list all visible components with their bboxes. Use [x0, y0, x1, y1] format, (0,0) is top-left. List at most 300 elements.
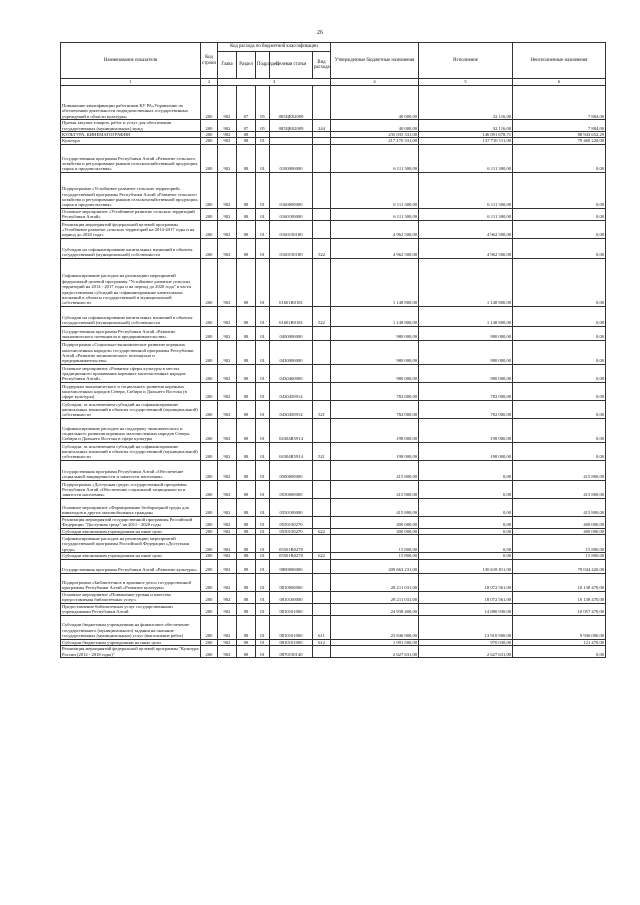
table-row	[61, 559, 606, 573]
row-chapter: 902	[218, 400, 237, 418]
row-line-code: 200	[201, 553, 218, 559]
row-name: Государственная программа Республики Алтай «Обеспечение социальной защищенности и занятости населения»	[61, 460, 201, 480]
table-row	[61, 516, 606, 528]
row-unexecuted: 0,00	[513, 306, 606, 326]
row-section: 08	[237, 132, 256, 138]
row-target-item: 0430400000	[270, 364, 313, 382]
row-unexecuted: 0,00	[513, 382, 606, 400]
header-expense-type: Вид расхода	[313, 52, 331, 79]
row-unexecuted: 7 884,00	[513, 120, 606, 132]
row-line-code: 200	[201, 340, 218, 364]
col-num-2: 2	[201, 79, 218, 86]
header-target-item: Целевая статья	[270, 52, 313, 79]
row-approved: 415 800,00	[331, 480, 419, 498]
row-section: 08	[237, 639, 256, 645]
row-name: Субсидии, за исключением субсидий на софинансирование капитальных вложений в объекты государственной (муниципальной) собственности	[61, 400, 201, 418]
row-line-code: 200	[201, 615, 218, 639]
row-name: Прочая закупка товаров, работ и услуг для обеспечения государственных (муниципальных) нужд	[61, 120, 201, 132]
row-executed: 146 091 678,71	[419, 132, 513, 138]
table-row	[61, 573, 606, 591]
table-row	[61, 326, 606, 340]
row-approved: 40 000,00	[331, 86, 419, 120]
row-chapter: 902	[218, 516, 237, 528]
row-section: 08	[237, 516, 256, 528]
table-row	[61, 442, 606, 460]
row-name: Подпрограмма «Доступная среда» государственной программы Республики Алтай «Обеспечение социальной защищенности и занятости населения»	[61, 480, 201, 498]
row-chapter: 902	[218, 639, 237, 645]
table-row	[61, 86, 606, 120]
row-approved: 23 846 900,00	[331, 615, 419, 639]
row-name: Основное мероприятие «Повышение уровня и качества предоставления библиотечных услуг»	[61, 591, 201, 603]
row-subsection: 01	[256, 144, 270, 172]
row-line-code: 200	[201, 646, 218, 658]
row-line-code: 200	[201, 535, 218, 553]
row-name: Культура	[61, 138, 201, 144]
row-executed: 6 111 300,00	[419, 144, 513, 172]
row-unexecuted: 415 800,00	[513, 480, 606, 498]
row-unexecuted: 400 000,00	[513, 516, 606, 528]
row-expense-type	[313, 480, 331, 498]
row-executed: 0,00	[419, 498, 513, 516]
row-subsection: 01	[256, 553, 270, 559]
row-expense-type	[313, 258, 331, 306]
table-row	[61, 460, 606, 480]
row-chapter: 902	[218, 460, 237, 480]
row-executed: 782 000,00	[419, 400, 513, 418]
row-chapter: 902	[218, 418, 237, 442]
row-unexecuted: 0,00	[513, 238, 606, 258]
row-executed: 6 111 300,00	[419, 208, 513, 220]
header-section: Раздел	[237, 52, 256, 79]
table-row	[61, 646, 606, 658]
row-expense-type	[313, 535, 331, 553]
row-section: 08	[237, 238, 256, 258]
row-section: 08	[237, 535, 256, 553]
row-approved: 28 211 031,00	[331, 591, 419, 603]
row-chapter: 902	[218, 535, 237, 553]
row-chapter: 902	[218, 340, 237, 364]
row-chapter: 902	[218, 132, 237, 138]
row-target-item: 04304R5914	[270, 442, 313, 460]
row-executed: 32 116,00	[419, 86, 513, 120]
row-subsection: 05	[256, 120, 270, 132]
row-subsection: 01	[256, 364, 270, 382]
row-unexecuted: 0,00	[513, 400, 606, 418]
row-executed: 970 030,00	[419, 639, 513, 645]
row-name: Поддержка экономического и социального развития коренных малочисленных народов Севера, Сибири и Дальнего Востока (в сфере культуры)	[61, 382, 201, 400]
row-line-code: 200	[201, 138, 218, 144]
table-row	[61, 615, 606, 639]
row-unexecuted: 15 800,00	[513, 553, 606, 559]
row-target-item: 085ЦК02009	[270, 86, 313, 120]
row-line-code: 200	[201, 528, 218, 534]
row-subsection: 01	[256, 646, 270, 658]
row-approved: 1 148 800,00	[331, 258, 419, 306]
row-chapter: 902	[218, 528, 237, 534]
table-row	[61, 498, 606, 516]
row-target-item: 0400000000	[270, 326, 313, 340]
row-name: Субсидии бюджетным учреждениям на иные цели	[61, 639, 201, 645]
row-line-code: 200	[201, 418, 218, 442]
row-target-item: 0810101000	[270, 615, 313, 639]
row-section: 08	[237, 306, 256, 326]
row-section: 08	[237, 364, 256, 382]
row-approved: 980 000,00	[331, 340, 419, 364]
row-expense-type: 522	[313, 306, 331, 326]
row-expense-type	[313, 591, 331, 603]
row-section: 08	[237, 603, 256, 615]
row-approved: 15 800,00	[331, 535, 419, 553]
row-chapter: 902	[218, 480, 237, 498]
row-chapter: 902	[218, 208, 237, 220]
row-name: Государственная программа Республики Алтай «Развитие культуры»	[61, 559, 201, 573]
row-approved: 782 000,00	[331, 382, 419, 400]
row-name: Субсидии на софинансирование капитальных вложений в объекты государственной (муниципальной) собственности	[61, 306, 201, 326]
row-executed: 2 627 631,00	[419, 646, 513, 658]
row-line-code: 200	[201, 400, 218, 418]
row-chapter: 902	[218, 238, 237, 258]
row-line-code: 200	[201, 132, 218, 138]
row-name: Основное мероприятие «Устойчивое развитие сельских территорий Республики Алтай»	[61, 208, 201, 220]
col-num-1: 1	[61, 79, 201, 86]
row-line-code: 200	[201, 258, 218, 306]
row-chapter: 902	[218, 172, 237, 208]
col-num-3: 3	[218, 79, 331, 86]
row-name: Подпрограмма «Устойчивое развитие сельских территорий» государственной программы Республики Алтай «Развитие сельского хозяйства и регулирование рынков сельскохозяйственной продукции, сырья и продовольствия»	[61, 172, 201, 208]
row-approved: 980 000,00	[331, 326, 419, 340]
col-num-6: 6	[513, 79, 606, 86]
row-name: Государственная программа Республики Алтай «Развитие сельского хозяйства и регулирование рынков сельскохозяйственной продукции, сырья и продовольствия»	[61, 144, 201, 172]
table-body	[61, 86, 606, 658]
col-num-4: 4	[331, 79, 419, 86]
row-chapter: 902	[218, 559, 237, 573]
row-executed: 980 000,00	[419, 364, 513, 382]
row-name: Основное мероприятие «Развитие сферы культуры в местах традиционного проживания коренных малочисленных народов Республики Алтай»	[61, 364, 201, 382]
row-name: Субсидии на софинансирование капитальных вложений в объекты государственной (муниципальной) собственности	[61, 238, 201, 258]
row-section: 08	[237, 573, 256, 591]
row-subsection: 01	[256, 516, 270, 528]
row-approved: 4 962 500,00	[331, 220, 419, 238]
row-line-code: 200	[201, 120, 218, 132]
row-approved: 4 962 500,00	[331, 238, 419, 258]
row-executed: 782 000,00	[419, 382, 513, 400]
row-section: 08	[237, 400, 256, 418]
row-target-item: 01601R0181	[270, 258, 313, 306]
row-approved: 15 800,00	[331, 553, 419, 559]
row-subsection: 01	[256, 326, 270, 340]
row-name: Подпрограмма «Социально-экономическое развитие коренных малочисленных народов» государственной программы Республики Алтай «Развитие экономического потенциала и предпринимательства»	[61, 340, 201, 364]
row-executed: 1 148 800,00	[419, 306, 513, 326]
row-name: Софинансирование расходов на реализацию мероприятий федеральной целевой программы "Устойчивое развитие сельских территорий на 2014 - 2017 годы и на период до 2020 года" в части предоставления субсидий на софинансирование капитальных вложений в объекты государственной и муниципальной собственности	[61, 258, 201, 306]
row-expense-type: 611	[313, 615, 331, 639]
row-name: Повышение квалификации работников КУ РА«Управление по обеспечению деятельности подведомственных государственных учреждений в области культуры»	[61, 86, 201, 120]
row-unexecuted: 88 943 652,29	[513, 132, 606, 138]
row-line-code: 200	[201, 238, 218, 258]
column-number-row	[61, 79, 606, 86]
row-name: Предоставление библиотечных услуг государственными учреждениями Республики Алтай	[61, 603, 201, 615]
row-expense-type	[313, 646, 331, 658]
row-executed: 137 710 111,00	[419, 138, 513, 144]
row-executed: 0,00	[419, 480, 513, 498]
row-chapter: 902	[218, 144, 237, 172]
row-unexecuted: 0,00	[513, 418, 606, 442]
row-subsection: 01	[256, 603, 270, 615]
row-approved: 6 111 300,00	[331, 144, 419, 172]
row-chapter: 902	[218, 498, 237, 516]
row-subsection: 01	[256, 340, 270, 364]
row-section: 08	[237, 646, 256, 658]
row-approved: 1 148 800,00	[331, 306, 419, 326]
row-target-item: 0500000000	[270, 460, 313, 480]
header-subsection: Подраздел	[256, 52, 270, 79]
row-subsection: 01	[256, 138, 270, 144]
table-row	[61, 172, 606, 208]
row-target-item: 085ЦК02009	[270, 120, 313, 132]
table-row	[61, 480, 606, 498]
header-executed: Исполнение	[419, 43, 513, 79]
row-subsection: 01	[256, 528, 270, 534]
row-line-code: 200	[201, 208, 218, 220]
row-subsection: 01	[256, 172, 270, 208]
row-chapter: 902	[218, 120, 237, 132]
row-section: 08	[237, 220, 256, 238]
row-target-item: 0810101000	[270, 639, 313, 645]
row-expense-type	[313, 364, 331, 382]
row-approved: 40 000,00	[331, 120, 419, 132]
row-chapter: 902	[218, 306, 237, 326]
row-name: Софинансирование расходов на поддержку экономического и социального развития коренных малочисленных народов Севера, Сибири и Дальнего Востока в сфере культуры	[61, 418, 201, 442]
row-unexecuted: 79 460 220,00	[513, 138, 606, 144]
row-executed: 130 618 811,00	[419, 559, 513, 573]
row-unexecuted: 9 936 000,00	[513, 615, 606, 639]
row-chapter: 902	[218, 553, 237, 559]
row-approved: 6 111 300,00	[331, 208, 419, 220]
header-name: Наименование показателя	[61, 43, 201, 79]
row-subsection: 01	[256, 559, 270, 573]
row-target-item: 0100000000	[270, 144, 313, 172]
row-expense-type	[313, 516, 331, 528]
row-executed: 4 962 500,00	[419, 238, 513, 258]
row-subsection: 01	[256, 238, 270, 258]
row-section: 08	[237, 591, 256, 603]
row-approved: 198 000,00	[331, 442, 419, 460]
row-name: Софинансирование расходов на реализацию мероприятий государственной программы Российской Федерации «Доступная среда»	[61, 535, 201, 553]
row-line-code: 200	[201, 364, 218, 382]
row-section: 08	[237, 418, 256, 442]
row-chapter: 902	[218, 646, 237, 658]
row-name: Государственная программа Республики Алтай «Развитие экономического потенциала и предпринимательства»	[61, 326, 201, 340]
row-name: Субсидии, за исключением субсидий на софинансирование капитальных вложений в объекты государственной (муниципальной) собственности	[61, 442, 201, 460]
row-subsection: 01	[256, 400, 270, 418]
row-target-item: 0550000000	[270, 480, 313, 498]
budget-execution-table	[60, 42, 606, 658]
row-line-code: 200	[201, 326, 218, 340]
col-num-5: 5	[419, 79, 513, 86]
row-subsection: 01	[256, 498, 270, 516]
row-name: Субсидии автономным учреждениям на иные цели	[61, 553, 201, 559]
row-approved: 24 938 400,00	[331, 603, 419, 615]
row-section: 08	[237, 615, 256, 639]
row-chapter: 902	[218, 326, 237, 340]
row-name: Реализация мероприятий государственной программы Российской Федерации "Доступная среда" на 2011 - 2020 годы	[61, 516, 201, 528]
row-expense-type	[313, 559, 331, 573]
table-row	[61, 418, 606, 442]
table-row	[61, 144, 606, 172]
row-unexecuted: 7 884,00	[513, 86, 606, 120]
table-row	[61, 258, 606, 306]
row-chapter: 902	[218, 138, 237, 144]
row-chapter: 902	[218, 220, 237, 238]
row-subsection: 01	[256, 418, 270, 442]
row-executed: 32 116,00	[419, 120, 513, 132]
row-expense-type	[313, 220, 331, 238]
header-unexecuted: Неисполненные назначения	[513, 43, 606, 79]
header-line-code: Код строки	[201, 43, 218, 79]
row-unexecuted: 0,00	[513, 646, 606, 658]
row-executed: 18 072 561,00	[419, 573, 513, 591]
row-expense-type	[313, 86, 331, 120]
row-section: 08	[237, 460, 256, 480]
row-approved: 1 091 500,00	[331, 639, 419, 645]
table-row	[61, 306, 606, 326]
row-expense-type: 521	[313, 442, 331, 460]
row-expense-type: 612	[313, 639, 331, 645]
row-target-item: 0550100000	[270, 498, 313, 516]
row-section: 08	[237, 528, 256, 534]
row-subsection: 01	[256, 480, 270, 498]
row-executed: 6 111 300,00	[419, 172, 513, 208]
row-subsection: 01	[256, 258, 270, 306]
row-approved: 400 000,00	[331, 516, 419, 528]
row-name: Субсидии бюджетным учреждениям на финансовое обеспечение государственного (муниципального) задания на оказание государственных (муниципальных) услуг (выполнение работ)	[61, 615, 201, 639]
row-unexecuted: 0,00	[513, 258, 606, 306]
row-unexecuted: 0,00	[513, 326, 606, 340]
row-executed: 0,00	[419, 460, 513, 480]
row-line-code: 200	[201, 220, 218, 238]
row-subsection: 01	[256, 591, 270, 603]
row-section: 07	[237, 86, 256, 120]
table-row	[61, 400, 606, 418]
row-executed: 1 148 800,00	[419, 258, 513, 306]
row-subsection: 01	[256, 208, 270, 220]
row-name: Подпрограмма «Библиотечное и архивное дело» государственной программы Республики Алтай «Развитие культуры»	[61, 573, 201, 591]
row-name: Основное мероприятие «Формирование безбарьерной среды для инвалидов и других маломобильных граждан»	[61, 498, 201, 516]
row-unexecuted: 0,00	[513, 220, 606, 238]
row-executed: 0,00	[419, 553, 513, 559]
row-line-code: 200	[201, 442, 218, 460]
row-unexecuted: 79 044 420,00	[513, 559, 606, 573]
table-row	[61, 382, 606, 400]
row-expense-type	[313, 340, 331, 364]
row-line-code: 200	[201, 480, 218, 498]
row-approved: 980 000,00	[331, 364, 419, 382]
row-executed: 980 000,00	[419, 326, 513, 340]
row-name: КУЛЬТУРА, КИНЕМАТОГРАФИЯ	[61, 132, 201, 138]
row-section: 08	[237, 442, 256, 460]
header-approved: Утвержденные бюджетные назначения	[331, 43, 419, 79]
row-unexecuted: 10 138 470,00	[513, 573, 606, 591]
row-expense-type: 522	[313, 238, 331, 258]
row-subsection: 01	[256, 535, 270, 553]
row-approved: 782 000,00	[331, 400, 419, 418]
table-row	[61, 220, 606, 238]
table-row	[61, 364, 606, 382]
row-section: 08	[237, 340, 256, 364]
header-chapter: Глава	[218, 52, 237, 79]
row-subsection: 01	[256, 442, 270, 460]
row-chapter: 902	[218, 382, 237, 400]
row-subsection: 01	[256, 220, 270, 238]
row-expense-type: 622	[313, 528, 331, 534]
row-line-code: 200	[201, 516, 218, 528]
row-section: 08	[237, 144, 256, 172]
row-executed: 14 880 930,00	[419, 603, 513, 615]
row-executed: 0,00	[419, 528, 513, 534]
row-expense-type	[313, 326, 331, 340]
row-expense-type	[313, 172, 331, 208]
row-approved: 415 800,00	[331, 498, 419, 516]
row-approved: 209 663 231,00	[331, 559, 419, 573]
row-target-item: 0800000000	[270, 559, 313, 573]
row-section: 08	[237, 258, 256, 306]
row-subsection: 01	[256, 573, 270, 591]
row-unexecuted: 10 057 470,00	[513, 603, 606, 615]
header-classification: Код расхода по бюджетной классификации	[218, 43, 331, 52]
row-executed: 4 962 500,00	[419, 220, 513, 238]
row-section: 08	[237, 559, 256, 573]
row-target-item: 0160150180	[270, 238, 313, 258]
row-unexecuted: 415 800,00	[513, 498, 606, 516]
row-line-code: 200	[201, 144, 218, 172]
row-unexecuted: 0,00	[513, 208, 606, 220]
row-name: Реализация мероприятий федеральной целевой программы «Устойчивое развитие сельских территорий на 2014-2017 годы и на период до 2020 года»	[61, 220, 201, 238]
row-expense-type	[313, 144, 331, 172]
row-expense-type: 622	[313, 553, 331, 559]
row-line-code: 200	[201, 639, 218, 645]
row-approved: 198 000,00	[331, 418, 419, 442]
row-section: 08	[237, 172, 256, 208]
row-expense-type	[313, 460, 331, 480]
row-target-item: 05501R0270	[270, 553, 313, 559]
row-subsection: 01	[256, 460, 270, 480]
row-executed: 18 072 561,00	[419, 591, 513, 603]
row-target-item: 0550150270	[270, 516, 313, 528]
row-subsection: 01	[256, 382, 270, 400]
row-line-code: 200	[201, 603, 218, 615]
row-unexecuted: 0,00	[513, 172, 606, 208]
row-expense-type	[313, 382, 331, 400]
row-chapter: 902	[218, 364, 237, 382]
row-approved: 2 627 631,00	[331, 646, 419, 658]
row-subsection: 05	[256, 86, 270, 120]
row-name: Реализация мероприятий федеральной целевой программы "Культура России (2012 - 2018 годы)"	[62, 646, 199, 657]
row-approved: 217 170 331,00	[331, 138, 419, 144]
row-line-code: 200	[201, 498, 218, 516]
row-section: 08	[237, 326, 256, 340]
row-line-code: 200	[201, 573, 218, 591]
row-executed: 198 000,00	[419, 442, 513, 460]
row-line-code: 200	[201, 172, 218, 208]
row-expense-type: 521	[313, 400, 331, 418]
table-row	[61, 208, 606, 220]
table-row	[61, 238, 606, 258]
row-subsection: 01	[256, 306, 270, 326]
row-target-item: 04304R5914	[270, 418, 313, 442]
row-chapter: 902	[218, 603, 237, 615]
table-row	[61, 340, 606, 364]
row-target-item: 05501R0270	[270, 535, 313, 553]
table-row	[61, 591, 606, 603]
